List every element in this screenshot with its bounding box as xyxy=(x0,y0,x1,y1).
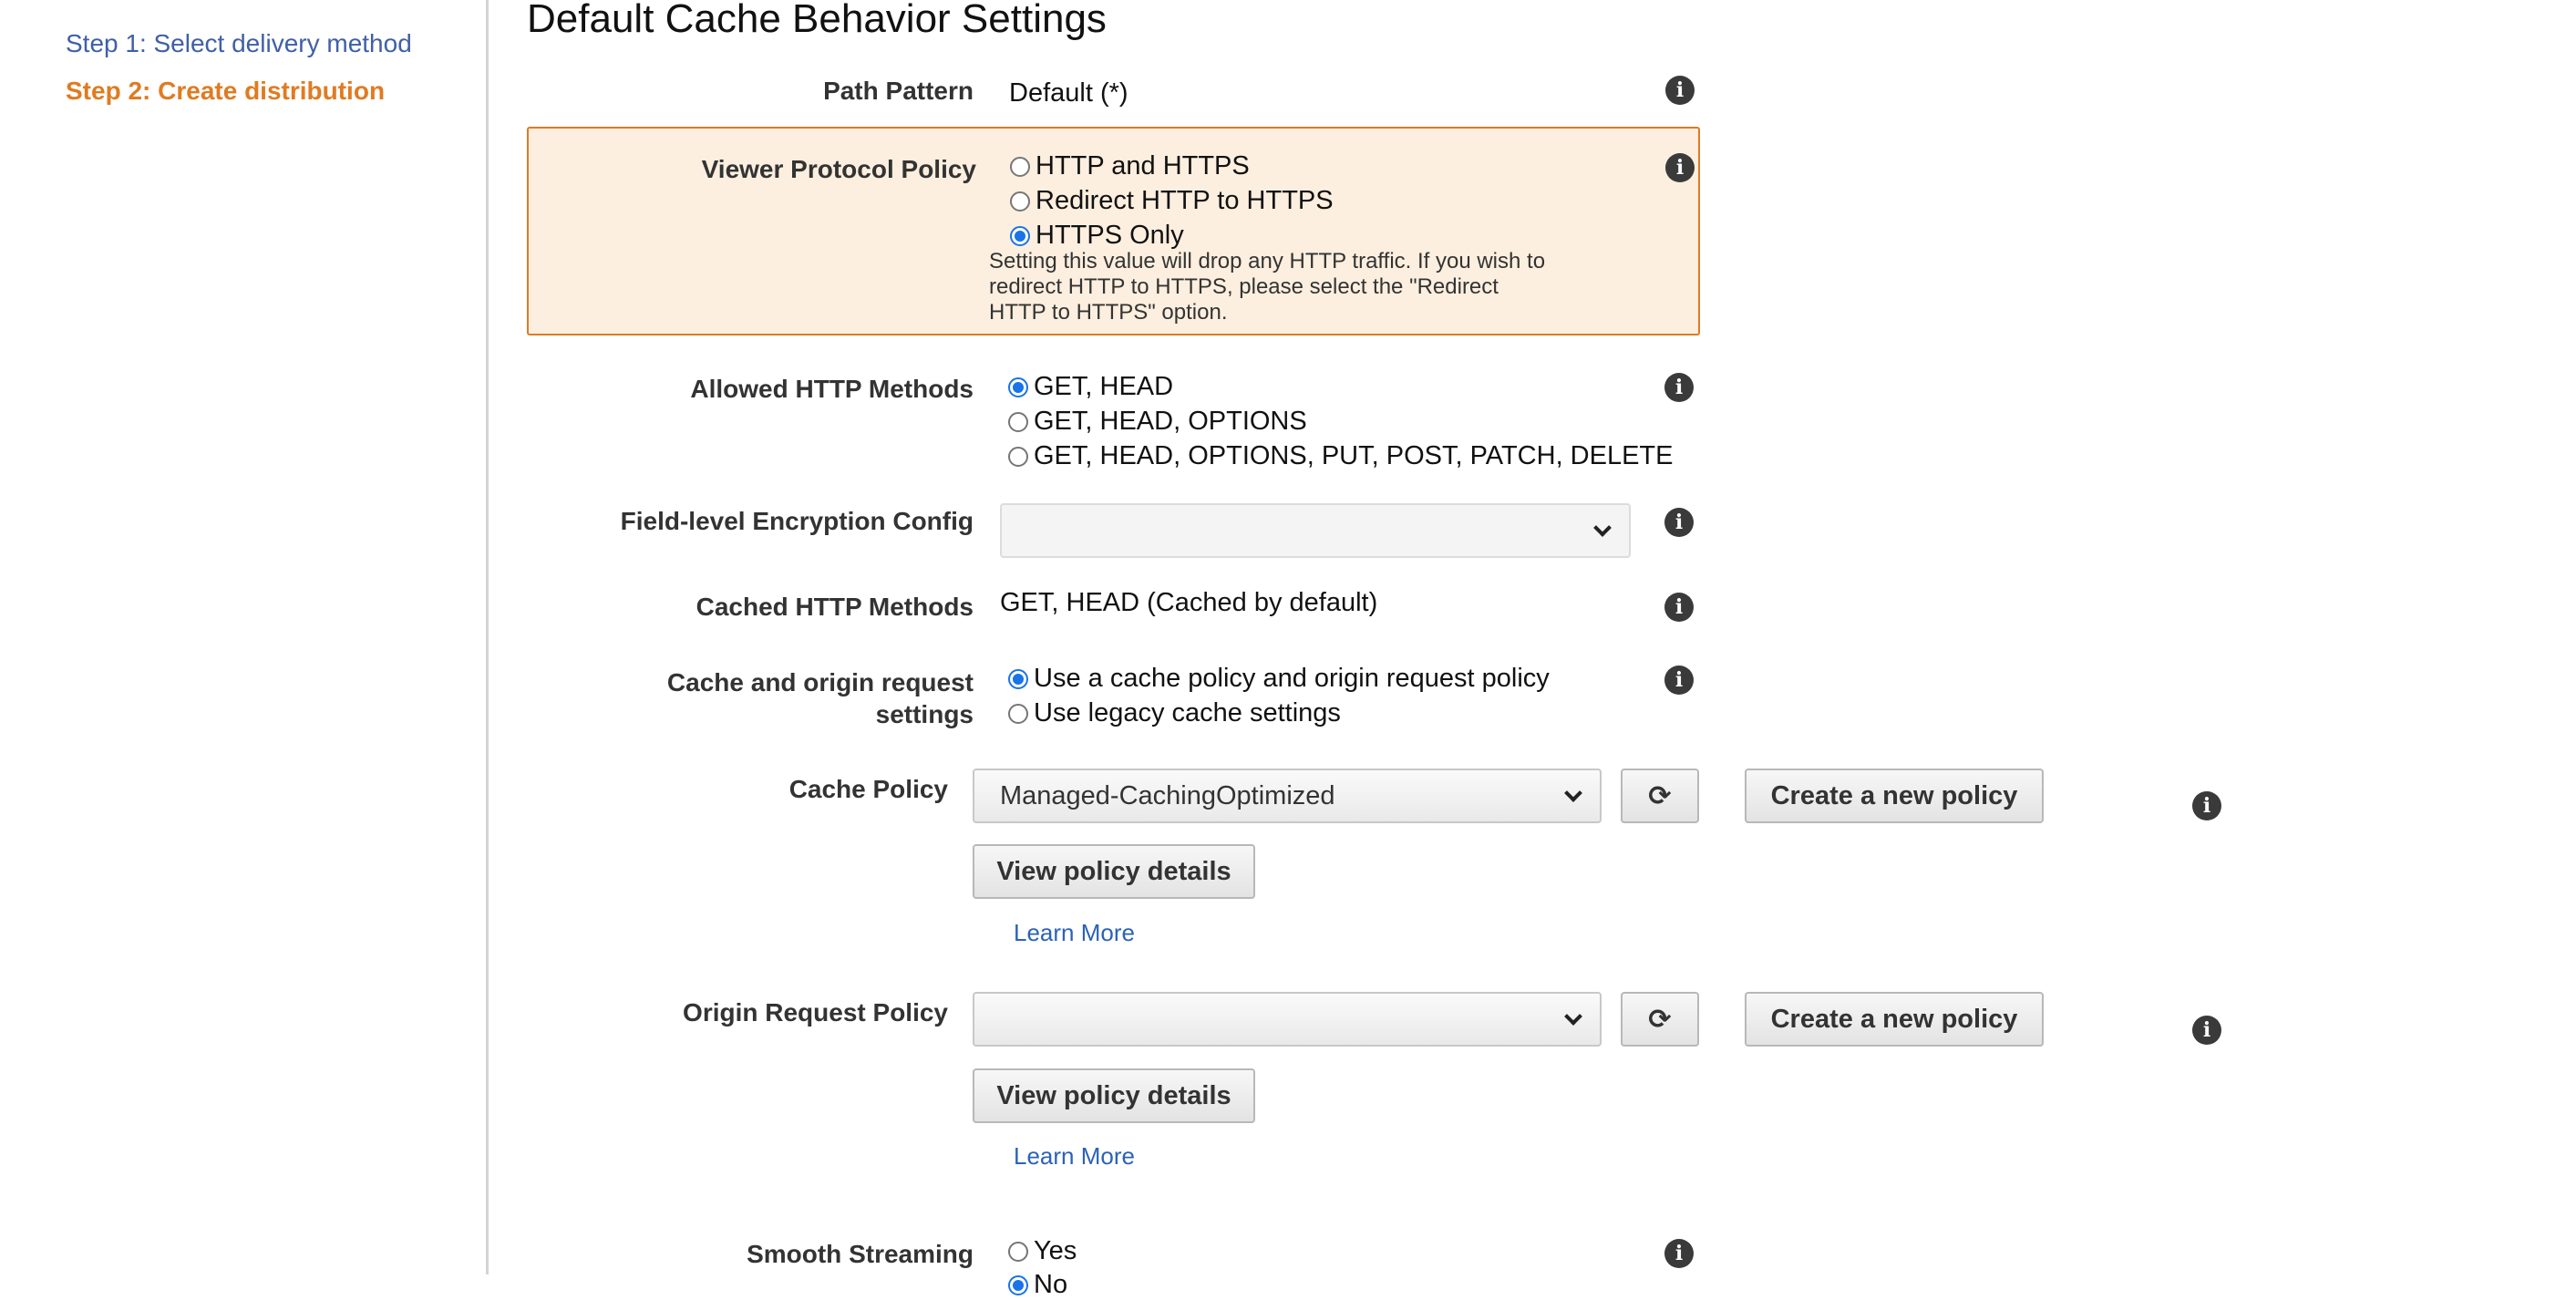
cache-origin-settings-label-line2: settings xyxy=(875,700,974,728)
radio-button[interactable] xyxy=(1008,1275,1028,1295)
radio-button[interactable] xyxy=(1008,1242,1028,1262)
radio-label: No xyxy=(1034,1270,1068,1299)
radio-redirect-http-to-https[interactable] xyxy=(1010,186,1334,216)
radio-label: Use legacy cache settings xyxy=(1034,698,1341,727)
radio-get-head[interactable] xyxy=(1008,372,1173,402)
chevron-down-icon xyxy=(1593,519,1612,537)
cache-policy-refresh-button[interactable] xyxy=(1621,769,1699,823)
refresh-icon: ⟳ xyxy=(1648,780,1672,811)
radio-label: HTTP and HTTPS xyxy=(1036,151,1250,181)
origin-request-policy-create-button[interactable]: Create a new policy xyxy=(1745,992,2044,1047)
info-icon[interactable]: i xyxy=(1664,593,1694,622)
radio-label: Yes xyxy=(1034,1236,1077,1265)
radio-button[interactable] xyxy=(1008,704,1028,724)
field-level-encryption-select[interactable] xyxy=(1000,503,1631,558)
cache-origin-settings-label-line1: Cache and origin request xyxy=(666,668,974,696)
radio-use-cache-policy[interactable] xyxy=(1008,664,1550,694)
smooth-streaming-label: Smooth Streaming xyxy=(747,1240,974,1268)
sidebar-step-create-distribution[interactable]: Step 2: Create distribution xyxy=(66,77,386,105)
info-icon[interactable]: i xyxy=(2192,1016,2221,1045)
origin-request-policy-label: Origin Request Policy xyxy=(683,998,948,1027)
info-icon[interactable]: i xyxy=(1665,153,1695,182)
radio-button[interactable] xyxy=(1010,226,1030,246)
viewer-protocol-policy-label: Viewer Protocol Policy xyxy=(701,155,976,183)
allowed-http-methods-label: Allowed HTTP Methods xyxy=(690,375,974,403)
radio-label: GET, HEAD, OPTIONS xyxy=(1034,407,1307,436)
path-pattern-value: Default (*) xyxy=(1009,78,1128,108)
radio-label: HTTPS Only xyxy=(1036,221,1184,250)
path-pattern-label: Path Pattern xyxy=(823,77,974,105)
chevron-down-icon xyxy=(1564,1007,1582,1026)
radio-smooth-streaming-yes[interactable] xyxy=(1008,1236,1077,1266)
radio-all-methods[interactable] xyxy=(1008,441,1674,471)
radio-button[interactable] xyxy=(1010,191,1030,212)
sidebar-divider xyxy=(486,0,489,1274)
info-icon[interactable]: i xyxy=(1664,373,1694,402)
cache-policy-select[interactable] xyxy=(973,769,1602,823)
cache-policy-view-details-button[interactable]: View policy details xyxy=(973,844,1255,899)
sidebar-step-select-delivery-method[interactable]: Step 1: Select delivery method xyxy=(66,29,412,57)
info-icon[interactable]: i xyxy=(1664,665,1694,695)
field-level-encryption-label: Field-level Encryption Config xyxy=(620,507,974,535)
radio-label: GET, HEAD xyxy=(1034,372,1174,401)
radio-use-legacy-cache[interactable] xyxy=(1008,698,1341,728)
radio-https-only[interactable] xyxy=(1010,221,1184,251)
cache-policy-create-button[interactable]: Create a new policy xyxy=(1745,769,2044,823)
origin-request-policy-refresh-button[interactable] xyxy=(1621,992,1699,1047)
cache-policy-label: Cache Policy xyxy=(788,775,948,803)
origin-request-policy-view-details-button[interactable]: View policy details xyxy=(973,1068,1255,1123)
radio-get-head-options[interactable] xyxy=(1008,407,1307,437)
radio-button[interactable] xyxy=(1010,157,1030,177)
info-icon[interactable]: i xyxy=(1664,508,1694,537)
radio-button[interactable] xyxy=(1008,412,1028,432)
viewer-protocol-hint: Setting this value will drop any HTTP traffic. If you wish to redirect HTTP to HTTPS, please select the "Redirect HTTP to HTTPS" option. xyxy=(989,249,1546,325)
cached-http-methods-value: GET, HEAD (Cached by default) xyxy=(1000,588,1378,617)
cached-http-methods-label: Cached HTTP Methods xyxy=(696,593,974,621)
radio-button[interactable] xyxy=(1008,669,1028,689)
section-title: Default Cache Behavior Settings xyxy=(527,0,1107,41)
origin-request-policy-select[interactable] xyxy=(973,992,1602,1047)
select-value: Managed-CachingOptimized xyxy=(1000,780,1335,810)
chevron-down-icon xyxy=(1564,784,1582,802)
radio-label: Use a cache policy and origin request policy xyxy=(1034,664,1550,693)
refresh-icon: ⟳ xyxy=(1648,1004,1672,1035)
radio-label: GET, HEAD, OPTIONS, PUT, POST, PATCH, DELETE xyxy=(1034,441,1674,470)
cache-policy-learn-more-link[interactable]: Learn More xyxy=(1014,919,1135,946)
info-icon[interactable]: i xyxy=(1664,1239,1694,1268)
radio-http-and-https[interactable] xyxy=(1010,151,1250,181)
info-icon[interactable]: i xyxy=(1665,76,1695,105)
radio-button[interactable] xyxy=(1008,447,1028,467)
radio-button[interactable] xyxy=(1008,377,1028,397)
radio-label: Redirect HTTP to HTTPS xyxy=(1036,186,1334,215)
origin-request-policy-learn-more-link[interactable]: Learn More xyxy=(1014,1142,1135,1170)
info-icon[interactable]: i xyxy=(2192,791,2221,820)
